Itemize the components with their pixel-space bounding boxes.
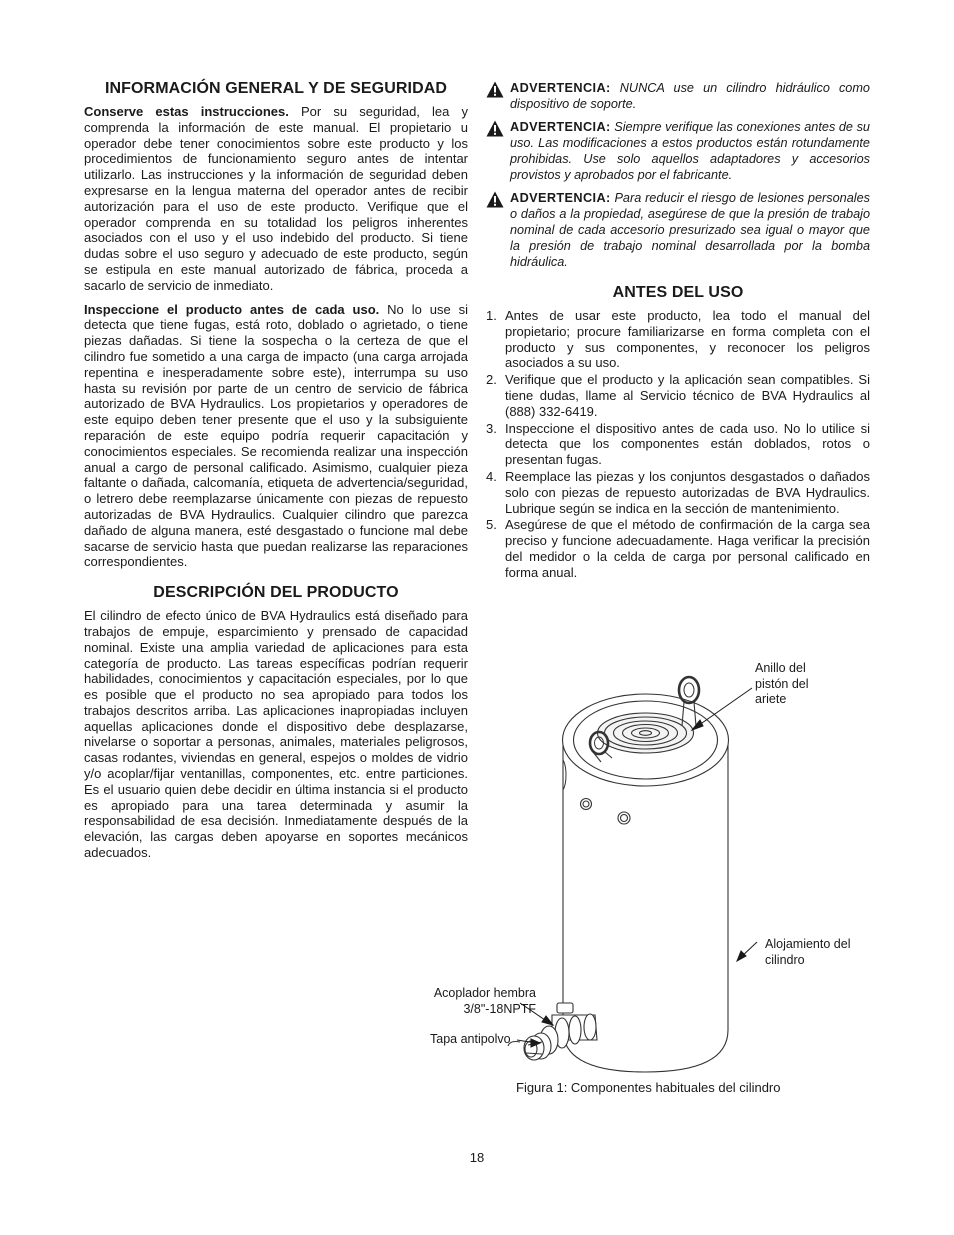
body-inspect: No lo use si detecta que tiene fugas, está roto, doblado o agrietado, o tiene piezas dañadas. Si tiene la sospecha o la certeza de que el cilindro fue sometido a una carga de impacto (una carga arrojada repentina e inesperadamente sobre este), interrumpa su uso hasta su revisión por parte de un centro de servicio de fábrica autorizado de BVA Hydraulics. Los propietarios y operadores de este equipo deben tener presente que el uso y la subsiguiente reparación de este equipo podría requerir capacitación y conocimientos especiales. Se recomienda realizar una inspección anual a cargo de personal calificado. Asimismo, cualquier pieza faltante o dañada, calcomanía, etiqueta de advertencia/seguridad, o letrero debe reemplazarse únicamente con piezas de repuesto autorizadas de BVA Hydraulics. Cualquier cilindro que parezca dañado de alguna manera, esté desgastado o funcione mal debe sacarse de servicio hasta que puedan realizarse las reparaciones correspondientes. <box>84 301 468 570</box>
list-item-number: 3. <box>486 420 497 436</box>
list-item-number: 1. <box>486 308 497 323</box>
lead-keep-instructions: Conserve estas instrucciones. <box>84 104 289 119</box>
list-item-number: 5. <box>486 517 497 533</box>
warning-label: ADVERTENCIA: <box>510 191 611 205</box>
list-item-text: Asegúrese de que el método de confirmación de la carga sea preciso y funcione adecuadamente. Haga verificar la precisión del medidor o la celda de carga por personal calificado en forma anual. <box>505 517 870 580</box>
figure-caption: Figura 1: Componentes habituales del cilindro <box>516 1080 781 1095</box>
body-keep-instructions: Por su seguridad, lea y comprenda la información de este manual. El propietario u operador debe tener conocimientos sobre este producto y los procedimientos de funcionamiento seguro antes de intentar utilizarlo. Las instrucciones y la información de seguridad deben expresarse en la lengua materna del operador antes de recibir autorización para el uso de este producto. Verifique que el operador comprenda en su totalidad los peligros inherentes asociados con el uso y el uso indebido del producto. Si tiene dudas sobre el uso seguro y adecuado de este producto, según se estipula en este manual autorizado de fábrica, proceda a sacarlo de servicio de inmediato. <box>84 104 469 293</box>
list-item-text: Antes de usar este producto, lea todo el manual del propietario; procure familiarizarse en forma completa con el producto y sus componentes, y reconocer los peligros asociados a su uso. <box>505 308 870 371</box>
list-item-text: Verifique que el producto y la aplicación sean compatibles. Si tiene dudas, llame al Servicio técnico de BVA Hydraulics al (888) 332-6419. <box>505 372 870 419</box>
callout-dust-cap: Tapa antipolvo <box>430 1032 511 1046</box>
section-heading-safety: INFORMACIÓN GENERAL Y DE SEGURIDAD <box>104 80 448 97</box>
warning-body: Siempre verifique las conexiones antes de su uso. Las modificaciones a estos productos están rotundamente prohibidas. Use solo aquellos adaptadores y accesorios provistos y aprobados por el fabricante. <box>510 120 870 182</box>
section-heading-before-use: ANTES DEL USO <box>612 284 744 301</box>
list-item-text: Reemplace las piezas y los conjuntos desgastados o dañados solo con piezas de repuesto autorizadas de BVA Hydraulics. Lubrique según se indica en la sección de mantenimiento. <box>505 468 870 516</box>
list-item-number: 4. <box>486 468 497 484</box>
page-number: 18 <box>469 1150 485 1165</box>
section-heading-description: DESCRIPCIÓN DEL PRODUCTO <box>153 584 399 602</box>
warning-label: ADVERTENCIA: <box>510 120 611 134</box>
warning-label: ADVERTENCIA: <box>510 81 611 95</box>
callout-cylinder-housing: Alojamiento del cilindro <box>765 937 851 967</box>
warning-body: NUNCA use un cilindro hidráulico como dispositivo de soporte. <box>510 81 870 111</box>
warning-body: Para reducir el riesgo de lesiones personales o daños a la propiedad, asegúrese de que la presión de trabajo nominal de cada accesorio presurizado sea igual o mayor que la presión de trabajo nominal desarrollada por la bomba hidráulica. <box>510 191 870 269</box>
list-item-text: Inspeccione el dispositivo antes de cada uso. No lo utilice si detecta que los componentes están doblados, rotos o presentan fugas. <box>505 420 870 468</box>
lead-inspect: Inspeccione el producto antes de cada uso. <box>84 301 380 317</box>
list-item-number: 2. <box>486 372 497 388</box>
paragraph-description: El cilindro de efecto único de BVA Hydraulics está diseñado para trabajos de empuje, esparcimiento y prensado de capacidad nominal. Existe una amplia variedad de aplicaciones para esta categoría de producto. Las tareas específicas podrían requerir habilidades, conocimientos y capacitación especiales, por lo que es posible que el producto no sea apropiado para todos los trabajos descritos arriba. Las aplicaciones inapropiadas incluyen aquellas aplicaciones donde el dispositivo debe desplazarse, nivelarse o soportar a personas, animales, materiales peligrosos, casas rodantes, viviendas en general, espejos o moldes de vidrio y/o acoplar/fijar ventanillas, componentes, etc. entre particiones. Es el usuario quien debe decidir en última instancia si el producto es apropiado para una tarea determinada y asumir la responsabilidad de esa decisión. Inmediatamente después de la elevación, las cargas deben apoyarse en soportes mecánicos adecuados. <box>84 608 468 861</box>
callout-female-coupler: Acoplador hembra 3/8"-18NPTF <box>433 986 536 1016</box>
callout-ram-ring: Anillo del pistón del ariete <box>755 661 809 706</box>
